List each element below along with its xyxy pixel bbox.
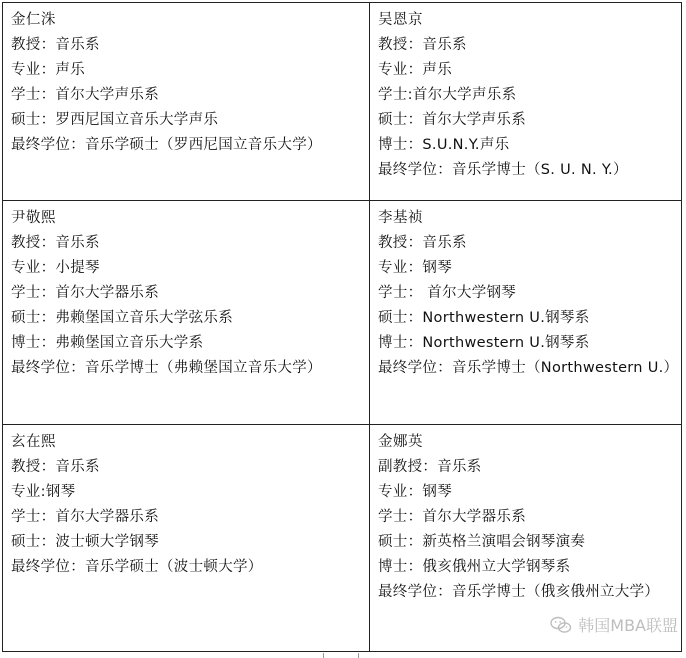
faculty-name: 李基祯 <box>378 210 423 226</box>
faculty-detail: 最终学位：音乐学硕士（罗西尼国立音乐大学） <box>11 137 322 153</box>
faculty-detail: 博士：Northwestern U.钢琴系 <box>378 335 590 351</box>
faculty-detail: 专业：声乐 <box>378 62 452 78</box>
faculty-detail: 最终学位：音乐学硕士（波士顿大学） <box>11 559 263 575</box>
wechat-icon <box>550 616 572 634</box>
faculty-detail: 专业:钢琴 <box>11 484 76 500</box>
faculty-cell-1 <box>3 3 370 201</box>
faculty-cell-2 <box>370 3 681 201</box>
faculty-detail: 硕士：Northwestern U.钢琴系 <box>378 310 590 326</box>
faculty-detail: 硕士：波士顿大学钢琴 <box>11 534 159 550</box>
faculty-name: 吴恩京 <box>378 12 423 28</box>
faculty-detail: 专业：钢琴 <box>378 260 452 276</box>
faculty-cell-3 <box>3 201 370 425</box>
faculty-detail: 最终学位：音乐学博士（S. U. N. Y.） <box>378 162 628 178</box>
faculty-table <box>2 2 682 652</box>
page-tick <box>358 653 359 658</box>
faculty-detail: 硕士：新英格兰演唱会钢琴演奏 <box>378 534 586 550</box>
watermark <box>550 613 678 636</box>
faculty-detail: 硕士：首尔大学声乐系 <box>378 112 526 128</box>
faculty-detail: 教授：音乐系 <box>11 235 100 251</box>
faculty-detail: 硕士：罗西尼国立音乐大学声乐 <box>11 112 219 128</box>
faculty-detail: 学士：首尔大学器乐系 <box>378 509 526 525</box>
faculty-detail: 博士：S.U.N.Y.声乐 <box>378 137 510 153</box>
page-tick <box>323 653 324 658</box>
faculty-detail: 教授：音乐系 <box>11 37 100 53</box>
faculty-detail: 教授：音乐系 <box>11 459 100 475</box>
faculty-detail: 最终学位：音乐学博士（俄亥俄州立大学） <box>378 584 660 600</box>
faculty-name: 金仁洙 <box>11 12 56 28</box>
faculty-detail: 副教授：音乐系 <box>378 459 482 475</box>
faculty-detail: 学士： 首尔大学钢琴 <box>378 285 517 301</box>
faculty-detail: 教授：音乐系 <box>378 37 467 53</box>
faculty-name: 尹敬熙 <box>11 210 56 226</box>
faculty-detail: 学士：首尔大学器乐系 <box>11 285 159 301</box>
faculty-detail: 专业：声乐 <box>11 62 85 78</box>
watermark-text: 韩国MBA联盟 <box>578 616 678 635</box>
faculty-detail: 学士:首尔大学声乐系 <box>378 87 517 103</box>
faculty-cell-5 <box>3 425 370 651</box>
faculty-detail: 专业：小提琴 <box>11 260 100 276</box>
faculty-name: 金娜英 <box>378 434 423 450</box>
faculty-detail: 教授：音乐系 <box>378 235 467 251</box>
faculty-detail: 学士：首尔大学器乐系 <box>11 509 159 525</box>
faculty-detail: 学士：首尔大学声乐系 <box>11 87 159 103</box>
faculty-detail: 最终学位：音乐学博士（Northwestern U.） <box>378 360 679 376</box>
faculty-detail: 博士：弗赖堡国立音乐大学系 <box>11 335 204 351</box>
faculty-detail: 最终学位：音乐学博士（弗赖堡国立音乐大学） <box>11 360 322 376</box>
faculty-detail: 硕士：弗赖堡国立音乐大学弦乐系 <box>11 310 233 326</box>
faculty-detail: 博士：俄亥俄州立大学钢琴系 <box>378 559 571 575</box>
faculty-name: 玄在熙 <box>11 434 56 450</box>
faculty-cell-4 <box>370 201 681 425</box>
faculty-detail: 专业：钢琴 <box>378 484 452 500</box>
